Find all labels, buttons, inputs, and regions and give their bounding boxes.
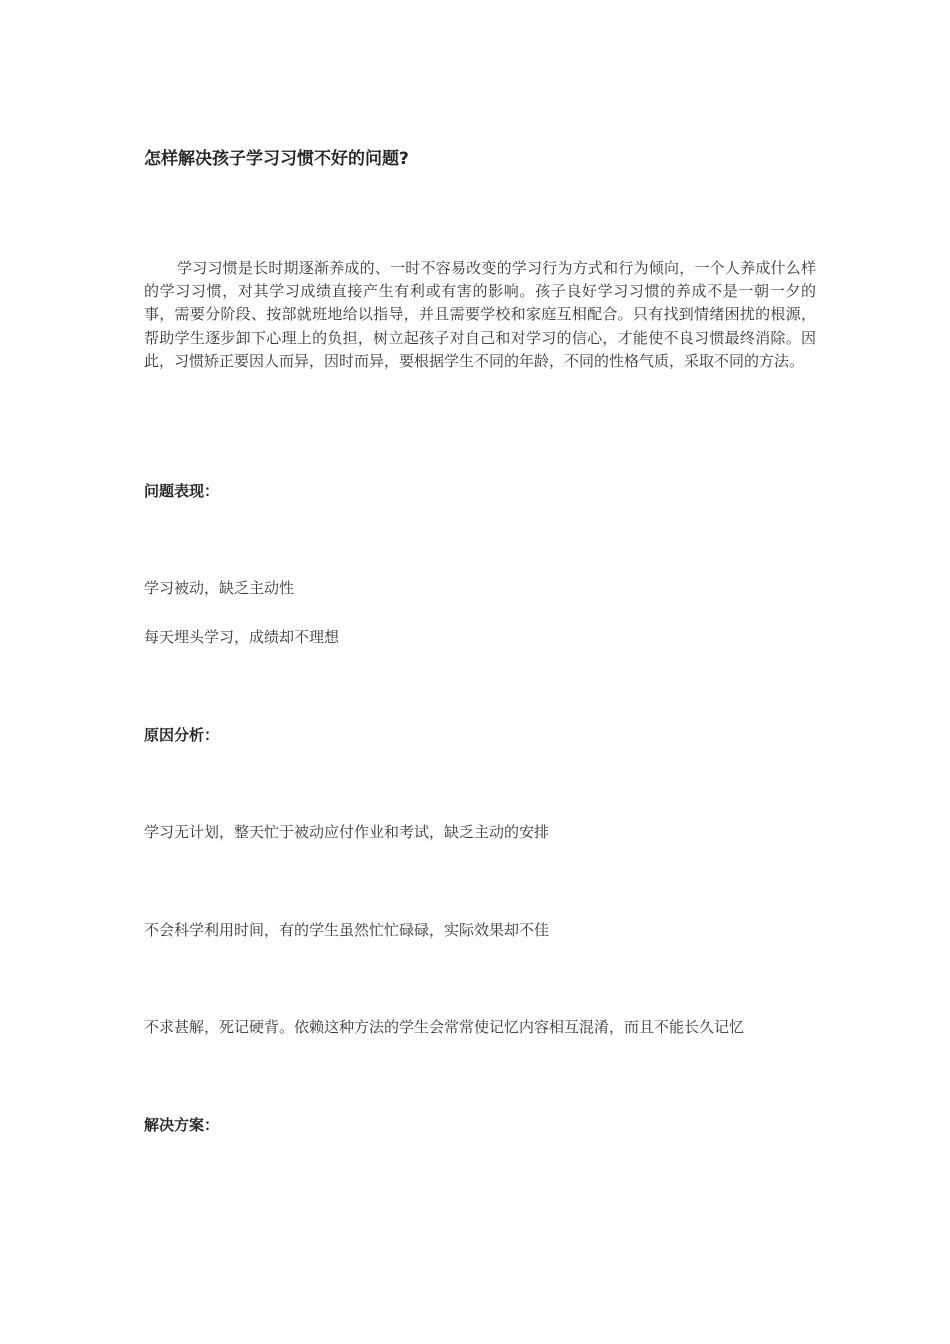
page-title: 怎样解决孩子学习习惯不好的问题? [144, 149, 409, 169]
intro-paragraph: 学习习惯是长时期逐渐养成的、一时不容易改变的学习行为方式和行为倾向，一个人养成什么样的学习习惯，对其学习成绩直接产生有利或有害的影响。孩子良好学习习惯的养成不是一朝一夕的事，需要分阶段、按部就班地给以指导，并且需要学校和家庭互相配合。只有找到情绪困扰的根源，帮助学生逐步卸下心理上的负担，树立起孩子对自己和对学习的信心，才能使不良习惯最终消除。因此，习惯矫正要因人而异，因时而异，要根据学生不同的年龄，不同的性格气质，采取不同的方法。 [144, 259, 816, 370]
section-heading-solutions: 解决方案： [144, 1116, 220, 1134]
cause-item: 不求甚解，死记硬背。依赖这种方法的学生会常常使记忆内容相互混淆，而且不能长久记忆 [144, 1018, 745, 1036]
section-heading-problems: 问题表现： [144, 482, 220, 500]
cause-item: 学习无计划，整天忙于被动应付作业和考试，缺乏主动的安排 [144, 823, 550, 841]
problem-item: 学习被动，缺乏主动性 [144, 579, 295, 597]
section-heading-causes: 原因分析： [144, 726, 220, 744]
problem-item: 每天埋头学习，成绩却不理想 [144, 628, 340, 646]
cause-item: 不会科学利用时间，有的学生虽然忙忙碌碌，实际效果却不佳 [144, 921, 550, 939]
